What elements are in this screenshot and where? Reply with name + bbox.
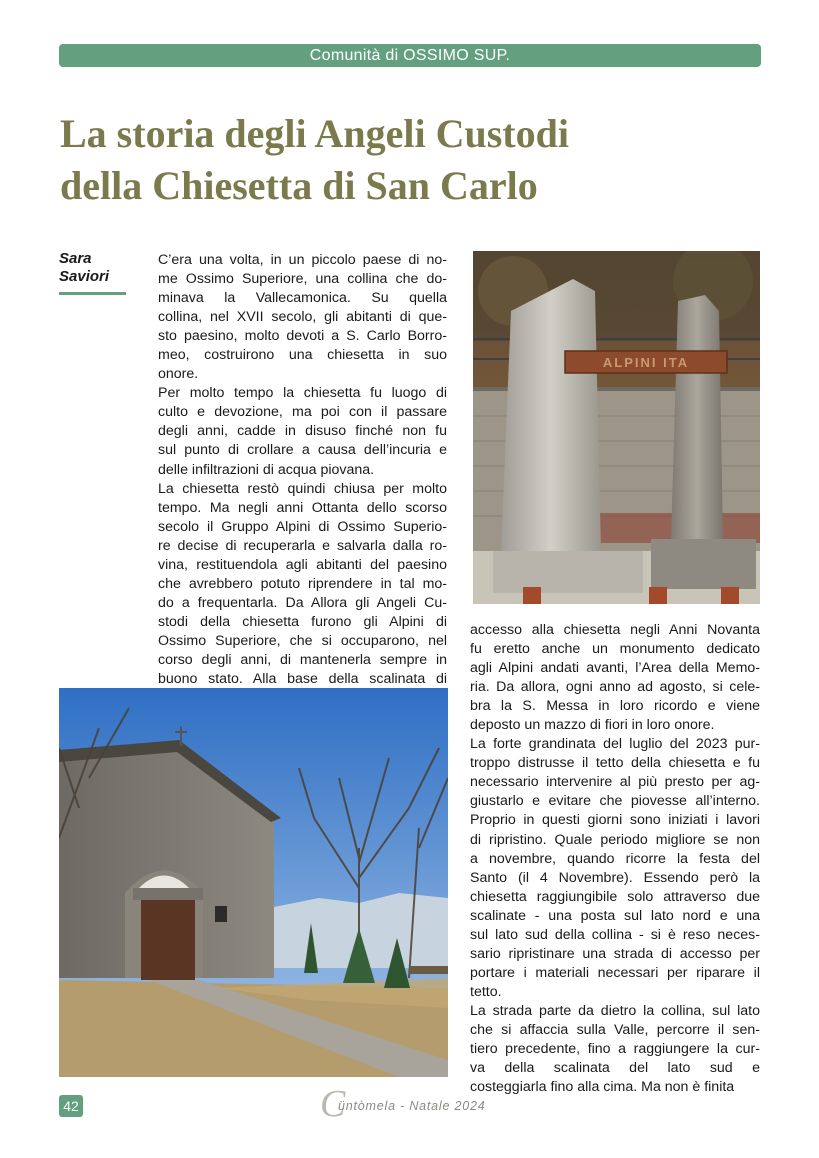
author-byline [59,250,129,286]
text-line: La chiesetta restò quindi chiusa per molto [158,480,447,497]
section-title: Comunità di OSSIMO SUP. [309,47,511,64]
text-line: sario ripristinare una strada di accesso per [470,945,760,962]
text-line: tetto. [470,983,502,1000]
text-line: sul lato sud della collina - si è reso neces- [470,926,760,943]
text-line: re decise di recuperarla e salvarla dalla ro- [158,537,447,554]
text-line: ria. Da allora, ogni anno ad agosto, si cele- [470,679,760,696]
monument-photo [473,251,760,604]
text-line: sul punto di crollare a causa dell’incuria e [158,442,447,459]
text-line: La strada parte da dietro la collina, sul lato [470,1002,760,1019]
text-line: La forte grandinata del luglio del 2023 pur- [470,736,760,753]
text-line: culto e devozione, ma poi con il passare [158,404,447,421]
text-line: Ossimo Superiore, che si occuparono, nel [158,632,447,649]
text-line: troppo distrusse il tetto della chiesetta e fu [470,755,760,772]
text-line: chiesetta raggiungibile solo attraverso due [470,888,760,905]
text-line: scalinate - una posta sul lato nord e una [470,907,760,924]
text-line: bra la S. Messa in loro ricordo e viene [470,698,760,715]
article-column-right [470,621,760,1097]
text-line: tempo. Ma negli anni Ottanta dello scorso [158,499,447,516]
text-line: me Ossimo Superiore, una collina che do- [158,271,447,288]
text-line: che si affaccia sulla Valle, percorre il sen- [470,1021,760,1038]
text-line: meo, costruirono una chiesetta in suo [158,347,447,364]
text-line: agli Alpini andati avanti, l’Area della Memo- [470,660,760,677]
text-line: accesso alla chiesetta negli Anni Novanta [470,622,760,638]
church-photo [59,688,448,1077]
text-line: di ripristino. Quale periodo migliore se non [470,831,760,848]
article-column-left [158,251,447,689]
magazine-footer [320,1083,560,1125]
author-last-name: Saviori [59,268,110,285]
text-line: deposto un mazzo di fiori in loro onore. [470,717,715,734]
text-line: collina, nel XVII secolo, gli abitanti di que- [158,309,447,326]
section-header [59,44,761,67]
text-line: Per molto tempo la chiesetta fu luogo di [158,385,447,402]
text-line: necessario intervenire al più presto per ag- [470,774,760,791]
text-line: va della scalinata del lato sud e [470,1060,760,1077]
title-line-2: della Chiesetta di San Carlo [60,163,538,208]
text-line: stodi della chiesetta furono gli Alpini di [158,613,447,630]
text-line: do a frequentarla. Da Allora gli Angeli Cu- [158,594,447,611]
title-line-1: La storia degli Angeli Custodi [60,111,569,156]
magazine-logo-initial: C [320,1083,346,1125]
text-line: sto paesino, molto devoti a S. Carlo Borro- [158,328,447,345]
magazine-issue: üntòmela - Natale 2024 [338,1099,486,1113]
text-line: fu eretto anche un monumento dedicato [470,641,760,658]
text-line: degli anni, cadde in disuso finché non fu [158,423,447,440]
text-line: Santo (il 4 Novembre). Essendo però la [470,869,760,886]
text-line: Proprio in questi giorni sono iniziati i lavori [470,812,760,829]
monument-sign-text: ALPINI ITA [602,355,690,370]
text-line: tiero precedente, fino a raggiungere la cur- [470,1041,760,1058]
author-first-name: Sara [59,250,92,267]
text-line: secolo il Gruppo Alpini di Ossimo Superio- [158,518,447,535]
text-line: costeggiarla fino alla cima. Ma non è finita [470,1079,735,1096]
page-number: 42 [59,1095,83,1117]
text-line: minava la Vallecamonica. Su quella [158,290,447,307]
text-line: corso degli anni, di mantenerla sempre in [158,651,447,668]
text-line: vina, restituendola agli abitanti del paesino [158,556,447,573]
text-line: C’era una volta, in un piccolo paese di no- [158,252,447,268]
text-line: a novembre, quando ricorre la festa del [470,850,760,867]
author-underline [59,292,126,295]
text-line: giustarlo e evitare che piovesse all’interno. [470,793,760,810]
text-line: che avrebbero potuto riprendere in tal mo- [158,575,447,592]
text-line: buono stato. Alla base della scalinata di [158,671,447,688]
text-line: delle infiltrazioni di acqua piovana. [158,461,375,478]
text-line: onore. [158,366,199,383]
article-title [60,108,760,212]
text-line: portare i materiali necessari per riparare il [470,964,760,981]
